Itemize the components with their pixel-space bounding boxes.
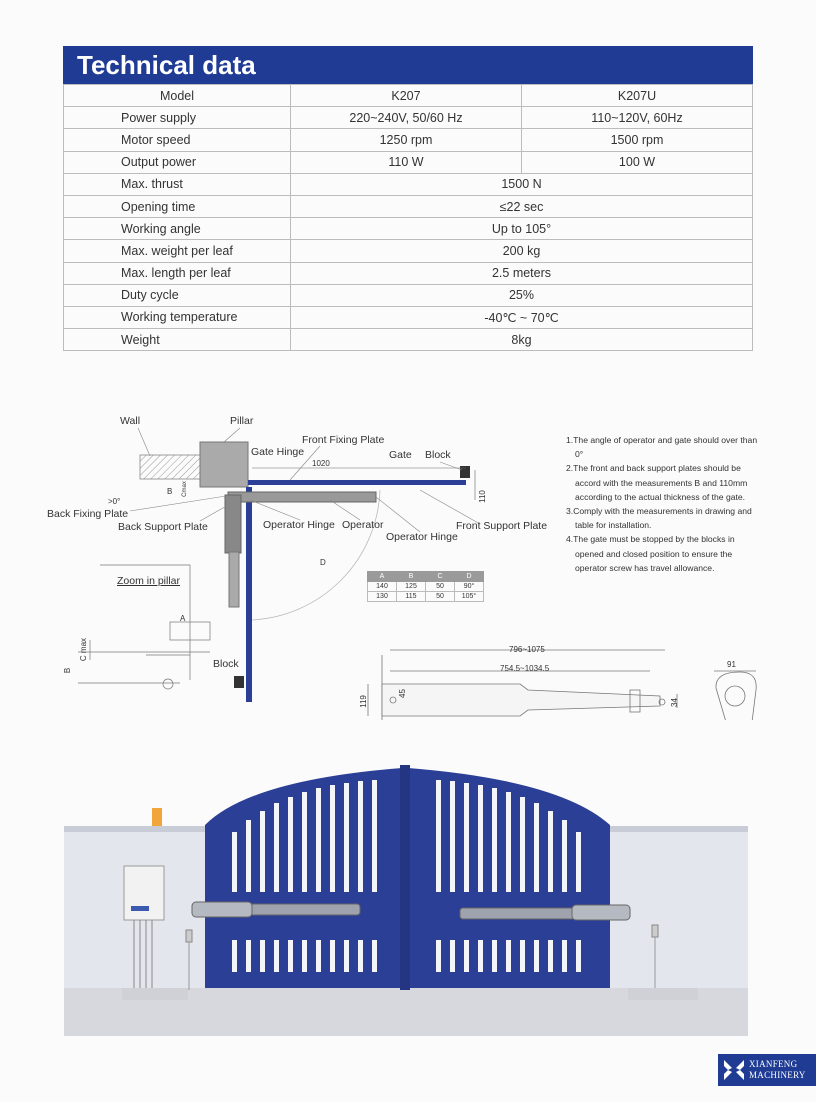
table-row: Motor speed 1250 rpm 1500 rpm — [64, 129, 753, 151]
gate-open-bar — [246, 487, 252, 702]
dim-d: D — [320, 558, 326, 567]
installation-notes — [566, 433, 762, 575]
swing-arc — [252, 490, 380, 620]
table-row: Max. length per leaf 2.5 meters — [64, 262, 753, 284]
label-pillar: Pillar — [230, 415, 254, 427]
dim-1020: 1020 — [312, 459, 330, 468]
dim-91: 91 — [727, 660, 736, 669]
pillar-shape — [200, 442, 248, 487]
dimension-table: A B C D 140 125 50 90° 130 115 50 105° — [367, 571, 484, 602]
operator-body — [228, 492, 376, 502]
dim-b: B — [167, 487, 173, 496]
logo-text: XIANFENG MACHINERY — [749, 1059, 806, 1080]
dim-height: 119 — [358, 695, 368, 708]
note-item: 1.The angle of operator and gate should over than 0° — [566, 435, 758, 460]
actuator-drawing — [368, 650, 756, 720]
dim-34: 34 — [669, 698, 679, 707]
table-row: Power supply 220~240V, 50/60 Hz 110~120V, 60Hz — [64, 107, 753, 129]
label-gate: Gate — [389, 449, 412, 461]
block-shape-bottom — [234, 676, 244, 688]
photocell-left — [186, 930, 192, 942]
note-item: 4.The gate must be stopped by the blocks in opened and closed position to ensure the operator screw has travel allowance. — [566, 534, 735, 573]
table-row: Opening time ≤22 sec — [64, 195, 753, 217]
label-front-fixing-plate: Front Fixing Plate — [302, 434, 385, 446]
dim-cmax: Cmax — [181, 481, 188, 497]
wall-shape — [140, 455, 202, 479]
zoom-dim-b: B — [63, 667, 73, 674]
label-gate-hinge: Gate Hinge — [251, 446, 305, 458]
label-front-support-plate: Front Support Plate — [456, 520, 548, 532]
gate-closed-bar — [248, 480, 466, 485]
table-row: Weight 8kg — [64, 329, 753, 351]
logo-mark-icon — [722, 1058, 746, 1082]
table-row: Max. weight per leaf 200 kg — [64, 240, 753, 262]
label-angle: >0° — [108, 497, 121, 506]
back-support-plate-shape — [225, 495, 241, 553]
note-item: 2.The front and back support plates should be accord with the measurements B and 110mm according to the actual thickness of the gate. — [566, 463, 748, 502]
table-row: Output power 110 W 100 W — [64, 151, 753, 173]
label-operator-hinge-2: Operator Hinge — [386, 531, 458, 543]
dim-110: 110 — [477, 490, 487, 503]
label-wall: Wall — [120, 415, 141, 427]
dim-overall: 796~1075 — [509, 645, 545, 654]
photocell-right — [652, 925, 658, 937]
table-row: Working temperature -40℃ ~ 70℃ — [64, 306, 753, 328]
table-row: Working angle Up to 105° — [64, 218, 753, 240]
gate-illustration — [0, 740, 816, 1050]
zoom-dim-cmax: C max — [79, 637, 89, 662]
company-logo — [718, 1054, 816, 1086]
label-operator-hinge-1: Operator Hinge — [263, 519, 335, 531]
table-row: Max. thrust 1500 N — [64, 173, 753, 195]
warning-lamp — [152, 808, 162, 826]
dim-stroke: 754.5~1034.5 — [500, 664, 550, 673]
operator-vertical — [229, 552, 239, 607]
table-row: Model K207 K207U — [64, 85, 753, 107]
label-zoom-in-pillar: Zoom in pillar — [117, 575, 181, 587]
section-title: Technical data — [63, 46, 753, 84]
zoom-label-block: Block — [213, 658, 239, 670]
table-row: Duty cycle 25% — [64, 284, 753, 306]
zoom-dim-a: A — [180, 614, 186, 623]
label-operator: Operator — [342, 519, 384, 531]
dim-45: 45 — [397, 689, 407, 698]
label-back-support-plate: Back Support Plate — [118, 521, 208, 533]
control-box — [124, 866, 164, 920]
note-item: 3.Comply with the measurements in drawing and table for installation. — [566, 506, 752, 531]
label-back-fixing-plate: Back Fixing Plate — [47, 508, 129, 520]
label-block: Block — [425, 449, 451, 461]
gate-post — [400, 765, 410, 990]
